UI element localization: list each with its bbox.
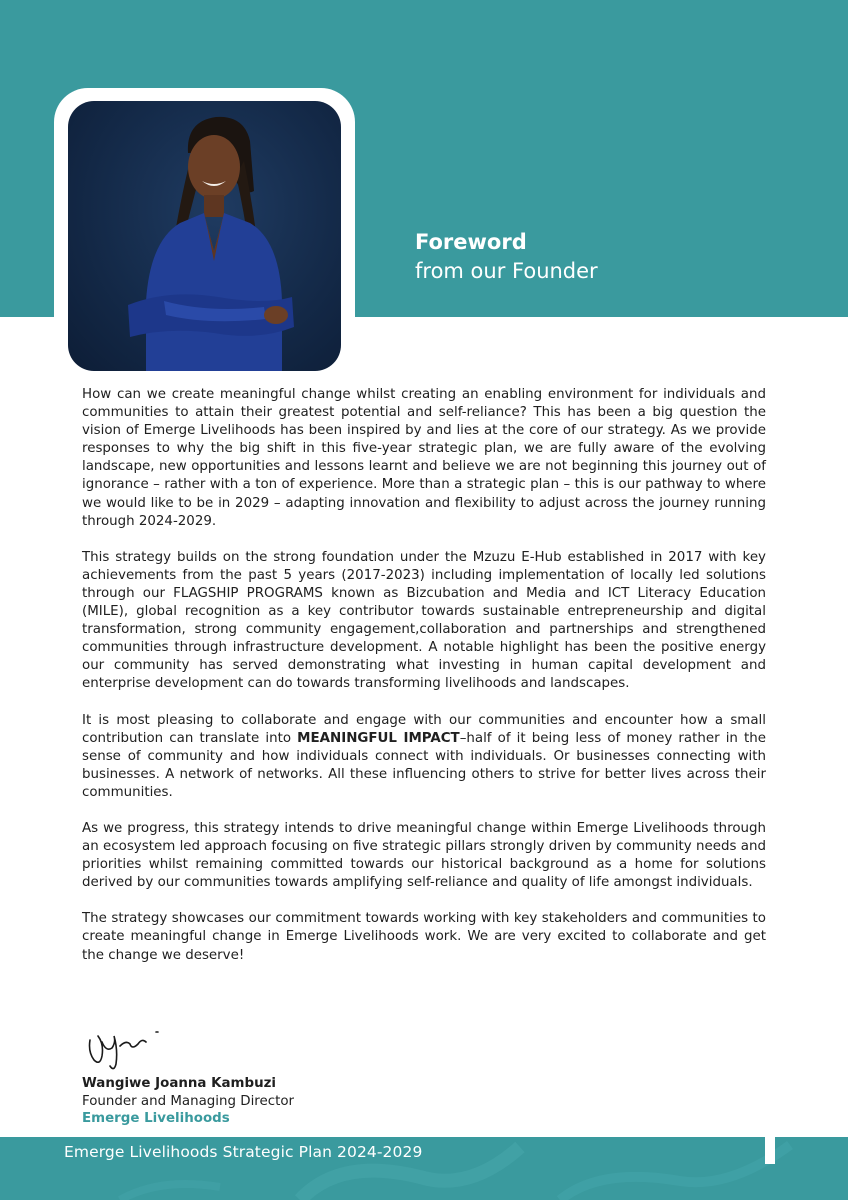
paragraph-2: This strategy builds on the strong foundation under the Mzuzu E-Hub established in 2017 with key achievements from the past 5 years (2017-2023) including implementation of locally led solutions through our FLAGSHIP PROGRAMS known as Bizcubation and Media and ICT Literacy Education (MILE), global recognition as a key contributor towards sustainable entrepreneurship and digital transformation, strong community engagement,collaboration and partnerships and strengthened communities through infrastructure development. A notable highlight has been the positive energy our community has served demonstrating what investing in human capital development and enterprise development can do towards transforming livelihoods and landscapes. [82, 549, 766, 692]
foreword-body [82, 386, 766, 983]
signatory-name: Wangiwe Joanna Kambuzi [82, 1076, 277, 1091]
paragraph-5: The strategy showcases our commitment towards working with key stakeholders and communities to create meaningful change in Emerge Livelihoods work. We are very excited to collaborate and get the change we deserve! [82, 911, 766, 963]
paragraph-1: How can we create meaningful change whilst creating an enabling environment for individuals and communities to attain their greatest potential and self-reliance? This has been a big question the vision of Emerge Livelihoods has been inspired by and lies at the core of our strategy. As we provide responses to why the big shift in this five-year strategic plan, we are fully aware of the evolving landscape, new opportunities and lessons learnt and believe we are not beginning this journey out of ignorance – rather with a ton of experience. More than a strategic plan – this is our pathway to where we would like to be in 2029 – adapting innovation and flexibility to adjust across the journey running through 2024-2029. [82, 387, 766, 529]
footer-document-title: Emerge Livelihoods Strategic Plan 2024-2029 [64, 1143, 423, 1161]
page-footer [0, 1137, 848, 1200]
paragraph-3-end: –half of it being less of money rather in the sense of community and how individuals connect with individuals. Or businesses connecting with businesses. A network of networks. All these influencing others to strive for better lives across their communities. [82, 730, 766, 800]
founder-portrait-icon [68, 101, 341, 371]
page-heading [415, 228, 598, 286]
heading-title: Foreword [415, 230, 527, 254]
signatory-role: Founder and Managing Director [82, 1093, 295, 1109]
footer-marker [765, 1137, 775, 1164]
paragraph-3-start: It is most pleasing to collaborate and engage with our communities and encounter how a small contribution can translate into [82, 712, 766, 746]
signature-block [82, 1075, 294, 1128]
handwritten-signature-icon [84, 1022, 174, 1072]
photo-frame [54, 88, 355, 383]
meaningful-impact-emphasis: MEANINGFUL IMPACT [297, 730, 460, 746]
signatory-organization: Emerge Livelihoods [82, 1111, 230, 1126]
paragraph-3 [82, 712, 766, 802]
paragraph-4: As we progress, this strategy intends to drive meaningful change within Emerge Livelihoods through an ecosystem led approach focusing on five strategic pillars strongly driven by community needs and priorities whilst remaining committed towards our historical background as a home for solutions derived by our communities towards amplifying self-reliance and quality of life amongst individuals. [82, 820, 766, 891]
heading-subtitle: from our Founder [415, 259, 598, 283]
